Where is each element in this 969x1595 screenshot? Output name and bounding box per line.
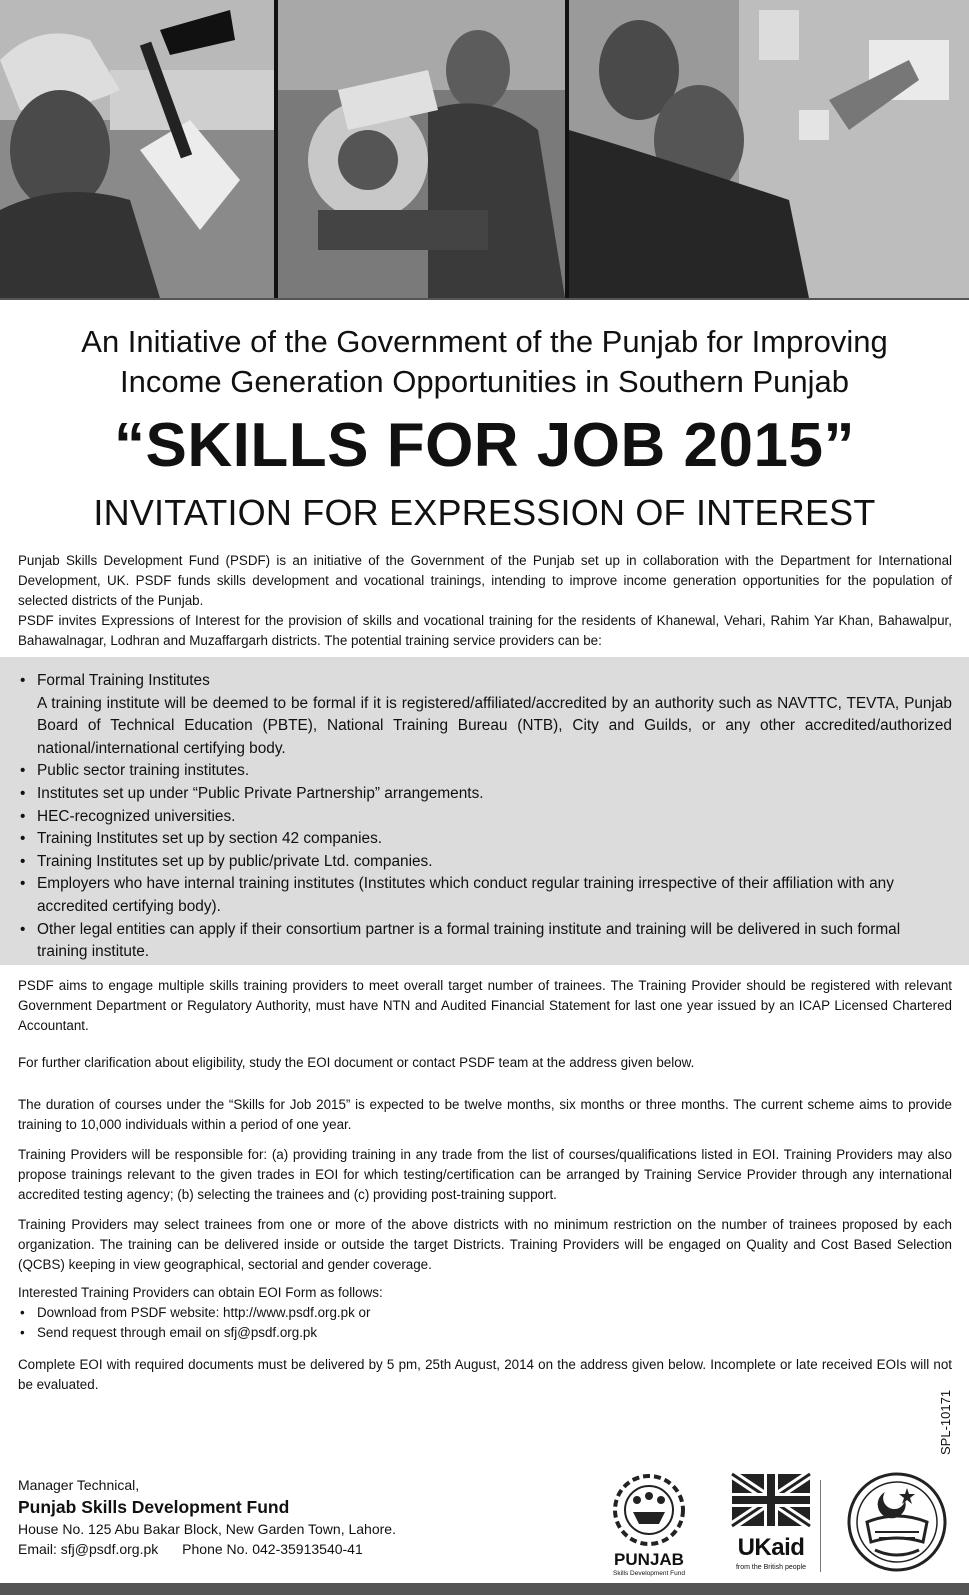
contact-line — [18, 1539, 538, 1559]
photo-worker-cutter — [278, 0, 565, 298]
aims-paragraph: PSDF aims to engage multiple skills training providers to meet overall target number of trainees. The Training Provider should be registered with relevant Government Department or Regulatory Authority, must have NTN and Audited Financial Statement for last one year issued by an ICAP Licensed Chartered Accountant. — [18, 978, 952, 1033]
eligibility-item: • Other legal entities can apply if their consortium partner is a formal training institute and training will be delivered in such formal training institute. — [18, 919, 952, 964]
deadline-paragraph: Complete EOI with required documents must be delivered by 5 pm, 25th August, 2014 on the address given below. Incomplete or late received EOIs will not be evaluated. — [18, 1357, 952, 1392]
punjab-government-seal — [845, 1470, 950, 1580]
eligibility-item: • Training Institutes set up by section 42 companies. — [18, 828, 952, 851]
footer-bar — [0, 1583, 969, 1595]
contact-phone: Phone No. 042-35913540-41 — [182, 1541, 363, 1557]
ukaid-logo-caption: from the British people — [735, 1564, 807, 1571]
eligibility-item: • Employers who have internal training institutes (Institutes which conduct regular training irrespective of their affiliation with any accredited certifying body). — [18, 873, 952, 918]
eligibility-item-formal: • Formal Training Institutes A training institute will be deemed to be formal if it is registered/affiliated/accredited by an authority such as NAVTTC, TEVTA, Punjab Board of Technical Education (PBTE), National Training Bureau (NTB), City and Guilds, or any other accredited/authorized national/international certifying body. — [18, 670, 952, 760]
obtain-eoi-section — [18, 1283, 952, 1343]
obtain-list — [18, 1303, 952, 1343]
obtain-item-email[interactable]: • Send request through email on sfj@psdf.org.pk — [18, 1323, 952, 1343]
formal-description: A training institute will be deemed to be formal if it is registered/affiliated/accredited by an authority such as NAVTTC, TEVTA, Punjab Board of Technical Education (PBTE), National Training Bureau (NTB), City and Guilds, or any other accredited/authorized national/international certifying body. — [37, 694, 952, 757]
ad-reference-code: SPL-10171 — [938, 1389, 953, 1455]
government-seal-icon — [845, 1470, 950, 1575]
selection-paragraph: Training Providers may select trainees from one or more of the above districts with no minimum restriction on the number of trainees proposed by each organization. The training can be delivered inside or outside the target Districts. Training Providers will be engaged on Quality and Cost Based Selection (QCBS) keeping in view geographical, sectorial and gender coverage. — [18, 1217, 952, 1272]
psdf-logo — [593, 1470, 705, 1580]
ukaid-logo — [728, 1470, 814, 1580]
psdf-logo-caption: Skills Development Fund — [613, 1570, 685, 1577]
photo-worker-electrical — [569, 0, 969, 298]
ukaid-logo-name: UKaid — [737, 1534, 805, 1561]
duration-paragraph: The duration of courses under the “Skills for Job 2015” is expected to be twelve months, six months or three months. The current scheme aims to provide training to 10,000 individuals within a period of one year. — [18, 1097, 952, 1132]
photo-strip-border — [0, 298, 969, 300]
eligibility-item: • Institutes set up under “Public Private Partnership” arrangements. — [18, 783, 952, 806]
photo-strip — [0, 0, 969, 300]
intro-section — [18, 551, 952, 651]
contact-role: Manager Technical, — [18, 1477, 140, 1493]
clarification-paragraph: For further clarification about eligibility, study the EOI document or contact PSDF team at the address given below. — [18, 1055, 695, 1070]
initiative-heading: An Initiative of the Government of the Punjab for Improving Income Generation Opportunities in Southern Punjab — [81, 324, 888, 399]
responsibilities-paragraph: Training Providers will be responsible for: (a) providing training in any trade from the list of courses/qualifications listed in EOI. Training Providers may also propose trainings relevant to the given trades in EOI for which testing/certification can be arranged by Training Service Provider through any international accredited testing agency; (b) selecting the trainees and (c) providing post-training support. — [18, 1147, 952, 1202]
eoi-subtitle: INVITATION FOR EXPRESSION OF INTEREST — [93, 492, 876, 533]
contact-organization: Punjab Skills Development Fund — [18, 1497, 290, 1517]
psdf-gear-icon — [593, 1470, 705, 1550]
obtain-intro: Interested Training Providers can obtain EOI Form as follows: — [18, 1285, 383, 1300]
photo-worker-hammer — [0, 0, 274, 298]
contact-email[interactable]: Email: sfj@psdf.org.pk — [18, 1541, 159, 1557]
eligibility-item: • HEC-recognized universities. — [18, 806, 952, 829]
eligibility-item: • Training Institutes set up by public/private Ltd. companies. — [18, 851, 952, 874]
union-flag-icon — [728, 1470, 814, 1532]
psdf-logo-name: PUNJAB — [614, 1550, 684, 1569]
intro-paragraph-2: PSDF invites Expressions of Interest for the provision of skills and vocational training for the residents of Khanewal, Vehari, Rahim Yar Khan, Bahawalpur, Bahawalnagar, Lodhran and Muzaffargarh districts. The potential training service providers can be: — [18, 613, 952, 648]
eligibility-item: • Public sector training institutes. — [18, 760, 952, 783]
contact-address: House No. 125 Abu Bakar Block, New Garden Town, Lahore. — [18, 1521, 396, 1537]
intro-paragraph-1: Punjab Skills Development Fund (PSDF) is an initiative of the Government of the Punjab set up in collaboration with the Department for International Development, UK. PSDF funds skills development and vocational trainings, intending to improve income generation opportunities for the population of selected districts of the Punjab. — [18, 553, 952, 608]
program-title: “SKILLS FOR JOB 2015” — [114, 411, 855, 480]
logo-divider — [820, 1480, 821, 1572]
contact-block — [18, 1475, 538, 1559]
obtain-item-website[interactable]: • Download from PSDF website: http://www.psdf.org.pk or — [18, 1303, 952, 1323]
eligibility-list — [18, 670, 952, 964]
